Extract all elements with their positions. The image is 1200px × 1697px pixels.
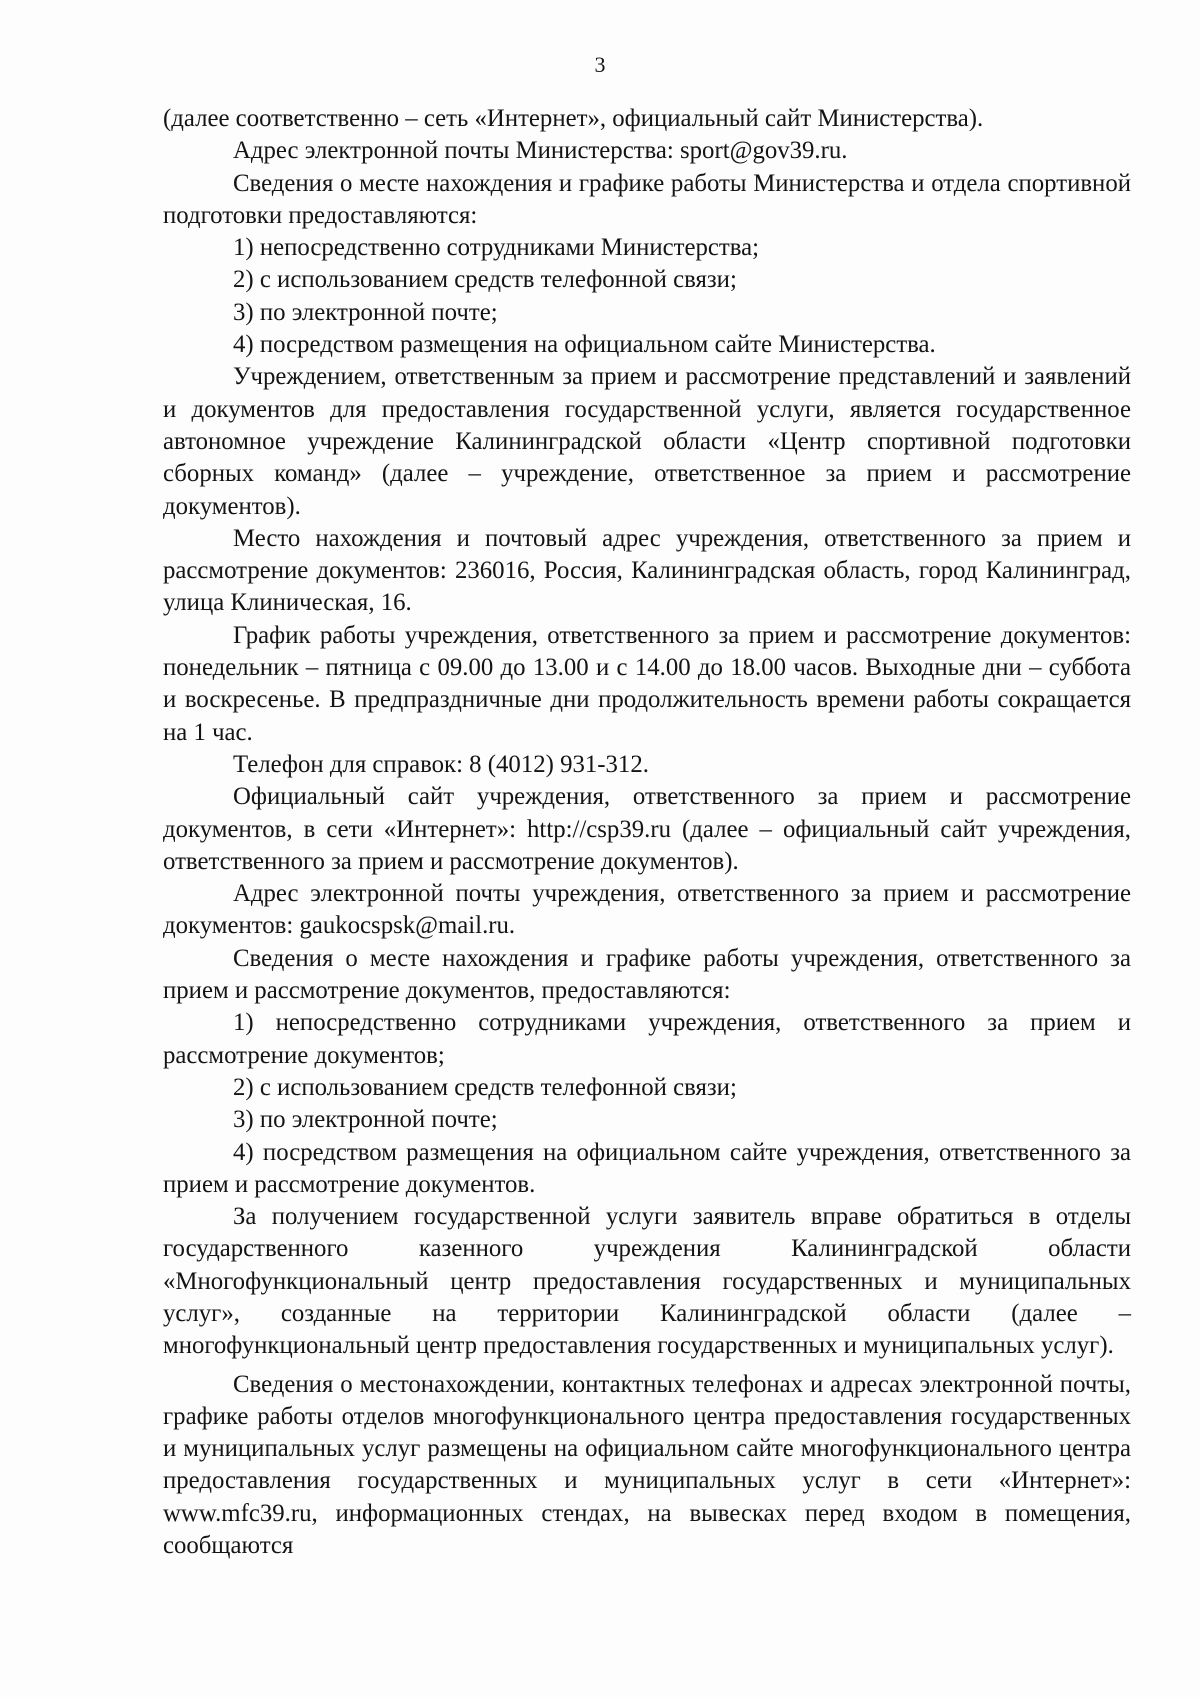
paragraph-responsible-institution: Учреждением, ответственным за прием и рассмотрение представлений и заявлений и документов для предоставления государственной услуги, является государственное автономное учреждение Калининградской области «Центр спортивной подготовки сборных команд» (далее – учреждение, ответственное за прием и рассмотрение документов). — [163, 363, 1131, 520]
paragraph-institution-website: Официальный сайт учреждения, ответственного за прием и рассмотрение документов, в сети «Интернет»: http://csp39.ru (далее – официальный сайт учреждения, ответственного за прием и рассмотрение документов). — [163, 783, 1131, 875]
paragraph-continuation: (далее соответственно – сеть «Интернет», официальный сайт Министерства). — [163, 105, 984, 132]
list-item: 1) непосредственно сотрудниками Министерства; — [233, 234, 760, 262]
list-item: 4) посредством размещения на официальном сайте учреждения, ответственного за прием и рассмотрение документов. — [163, 1138, 1131, 1198]
list-item: 2) с использованием средств телефонной связи; — [233, 266, 737, 294]
document-body — [163, 103, 1131, 1562]
paragraph-institution-address: Место нахождения и почтовый адрес учреждения, ответственного за прием и рассмотрение документов: 236016, Россия, Калининградская область, город Калининград, улица Клиническая, 16. — [163, 524, 1131, 617]
list-item: 2) с использованием средств телефонной связи; — [233, 1073, 737, 1101]
paragraph-ministry-email: Адрес электронной почты Министерства: sport@gov39.ru. — [233, 137, 848, 165]
list-item: 3) по электронной почте; — [233, 298, 498, 326]
list-item: 4) посредством размещения на официальном сайте Министерства. — [233, 331, 936, 359]
list-item: 1) непосредственно сотрудниками учреждения, ответственного за прием и рассмотрение документов; — [163, 1009, 1131, 1069]
paragraph-mfc-info: Сведения о местонахождении, контактных телефонах и адресах электронной почты, графике работы отделов многофункционального центра предоставления государственных и муниципальных услуг размещены на официальном сайте многофункционального центра предоставления государственных и муниципальных услуг в сети «Интернет»: www.mfc39.ru, информационных стендах, на вывесках перед входом в помещения, сообщаются — [163, 1370, 1131, 1560]
paragraph-mfc: За получением государственной услуги заявитель вправе обратиться в отделы государственного казенного учреждения Калининградской области «Многофункциональный центр предоставления государственных и муниципальных услуг», созданные на территории Калининградской области (далее – многофункциональный центр предоставления государственных и муниципальных услуг). — [163, 1203, 1131, 1360]
paragraph-work-schedule: График работы учреждения, ответственного за прием и рассмотрение документов: понедельник – пятница с 09.00 до 13.00 и с 14.00 до 18.00 часов. Выходные дни – суббота и воскресенье. В предпраздничные дни продолжительность времени работы сокращается на 1 час. — [163, 621, 1131, 746]
paragraph-institution-info-intro: Сведения о месте нахождения и графике работы учреждения, ответственного за прием и рассмотрение документов, предоставляются: — [163, 944, 1131, 1005]
paragraph-ministry-info-intro: Сведения о месте нахождения и графике работы Министерства и отдела спортивной подготовки предоставляются: — [163, 169, 1131, 229]
list-item: 3) по электронной почте; — [233, 1106, 498, 1134]
page-number: 3 — [594, 52, 606, 77]
paragraph-phone: Телефон для справок: 8 (4012) 931-312. — [233, 750, 649, 778]
paragraph-institution-email: Адрес электронной почты учреждения, ответственного за прием и рассмотрение документов: gaukocspsk@mail.ru. — [163, 880, 1131, 940]
